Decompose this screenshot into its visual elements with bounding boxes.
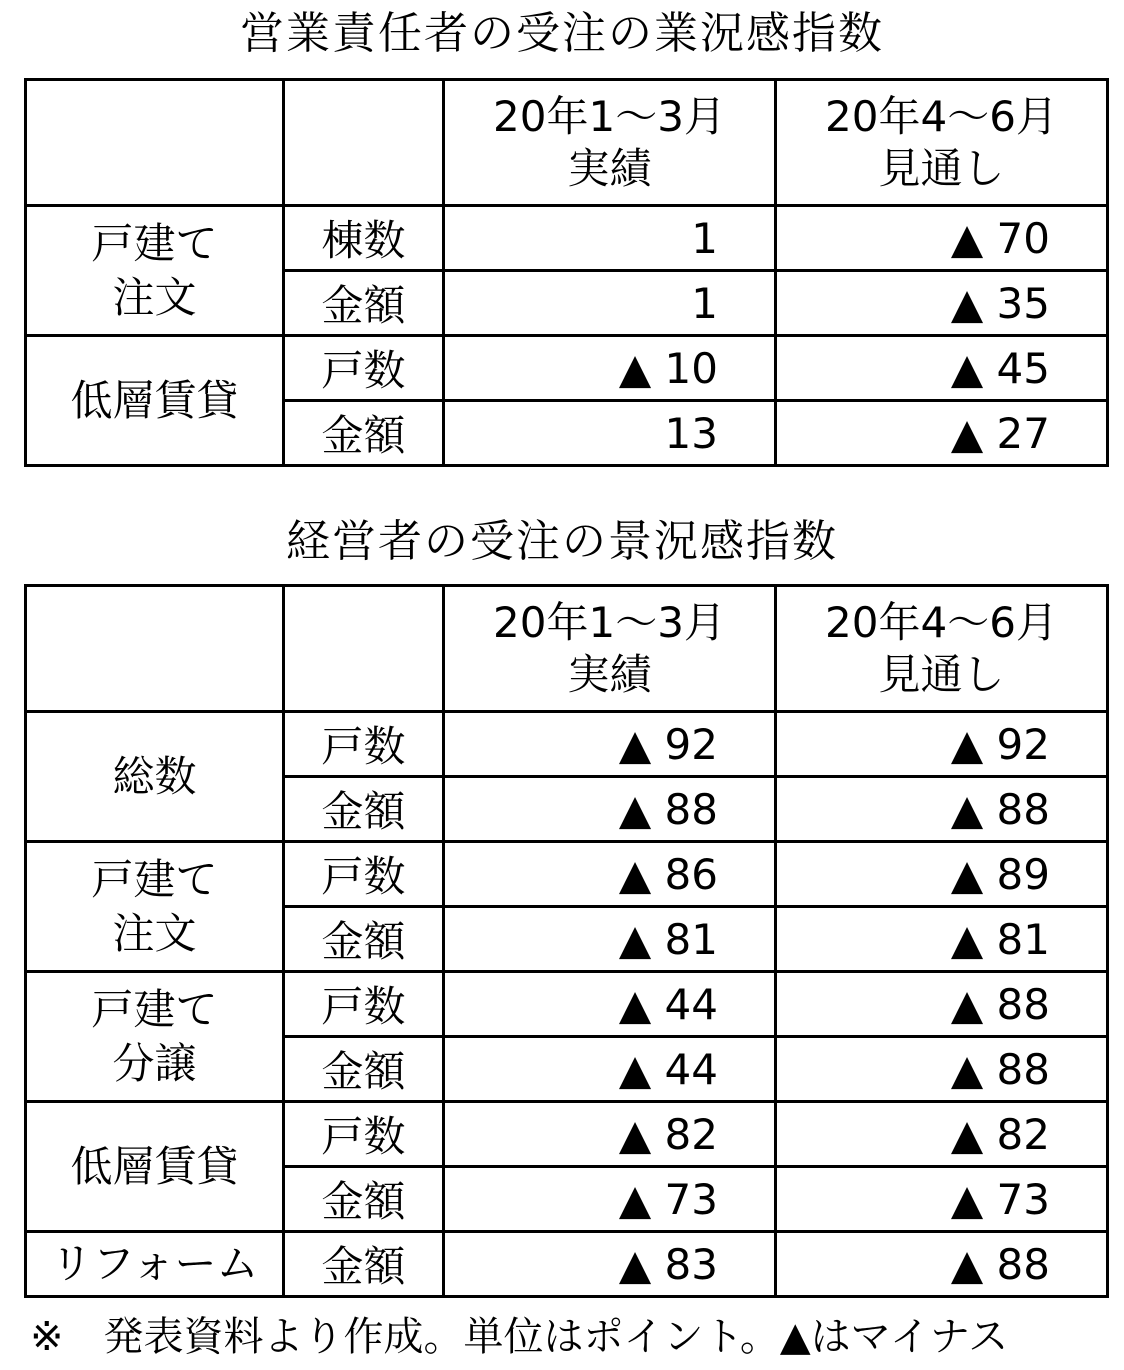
forecast-value: ▲ 81 xyxy=(776,907,1108,972)
header-blank-cell xyxy=(284,586,444,712)
header-forecast-label: 見通し xyxy=(878,143,1005,193)
actual-value: 1 xyxy=(444,206,776,271)
actual-value: ▲ 81 xyxy=(444,907,776,972)
forecast-value: ▲ 88 xyxy=(776,777,1108,842)
header-actual-label: 実績 xyxy=(567,649,652,699)
metric-cell: 戸数 xyxy=(284,842,444,907)
metric-cell: 戸数 xyxy=(284,336,444,401)
actual-value: ▲ 92 xyxy=(444,712,776,777)
table-row xyxy=(26,1232,1108,1297)
forecast-value: ▲ 88 xyxy=(776,1037,1108,1102)
metric-cell: 金額 xyxy=(284,907,444,972)
metric-cell: 金額 xyxy=(284,271,444,336)
actual-value: ▲ 83 xyxy=(444,1232,776,1297)
metric-cell: 棟数 xyxy=(284,206,444,271)
header-blank-cell xyxy=(26,586,284,712)
header-forecast-label: 見通し xyxy=(878,649,1005,699)
header-blank-cell xyxy=(284,80,444,206)
forecast-value: ▲ 45 xyxy=(776,336,1108,401)
forecast-value: ▲ 88 xyxy=(776,1232,1108,1297)
actual-value: 13 xyxy=(444,401,776,466)
table-row xyxy=(26,972,1108,1037)
group-label xyxy=(26,972,284,1102)
header-blank-cell xyxy=(26,80,284,206)
group-label-line: 注文 xyxy=(112,908,197,958)
metric-cell: 金額 xyxy=(284,1232,444,1297)
header-forecast xyxy=(776,586,1108,712)
group-label-line: 注文 xyxy=(112,272,197,322)
actual-value: 1 xyxy=(444,271,776,336)
actual-value: ▲ 73 xyxy=(444,1167,776,1232)
metric-cell: 金額 xyxy=(284,1167,444,1232)
forecast-value: ▲ 73 xyxy=(776,1167,1108,1232)
forecast-value: ▲ 70 xyxy=(776,206,1108,271)
header-forecast-period: 20年4～6月 xyxy=(825,91,1058,141)
group-label xyxy=(26,712,284,842)
header-forecast xyxy=(776,80,1108,206)
metric-cell: 金額 xyxy=(284,401,444,466)
header-actual-period: 20年1～3月 xyxy=(493,91,726,141)
actual-value: ▲ 86 xyxy=(444,842,776,907)
group-label-line: 戸建て xyxy=(91,854,218,904)
table2-title: 経営者の受注の景況感指数 xyxy=(286,516,838,567)
header-forecast-period: 20年4～6月 xyxy=(825,597,1058,647)
table-row xyxy=(26,842,1108,907)
actual-value: ▲ 10 xyxy=(444,336,776,401)
group-label-line: 低層賃貸 xyxy=(70,1141,239,1191)
metric-cell: 金額 xyxy=(284,777,444,842)
metric-cell: 金額 xyxy=(284,1037,444,1102)
metric-cell: 戸数 xyxy=(284,972,444,1037)
group-label xyxy=(26,336,284,466)
header-row xyxy=(26,586,1108,712)
table-row xyxy=(26,206,1108,271)
group-label-line: 戸建て xyxy=(91,218,218,268)
table-row xyxy=(26,1102,1108,1167)
executive-index-table xyxy=(24,584,1109,1298)
actual-value: ▲ 44 xyxy=(444,1037,776,1102)
group-label-line: 分譲 xyxy=(112,1038,197,1088)
group-label xyxy=(26,206,284,336)
forecast-value: ▲ 88 xyxy=(776,972,1108,1037)
forecast-value: ▲ 27 xyxy=(776,401,1108,466)
group-label-line: 低層賃貸 xyxy=(70,375,239,425)
header-actual xyxy=(444,586,776,712)
group-label xyxy=(26,1102,284,1232)
footnote: ※ 発表資料より作成。単位はポイント。▲はマイナス xyxy=(30,1314,1009,1360)
group-label-line: 戸建て xyxy=(91,984,218,1034)
actual-value: ▲ 44 xyxy=(444,972,776,1037)
header-actual-label: 実績 xyxy=(567,143,652,193)
forecast-value: ▲ 35 xyxy=(776,271,1108,336)
table-row xyxy=(26,712,1108,777)
forecast-value: ▲ 82 xyxy=(776,1102,1108,1167)
table1-title: 営業責任者の受注の業況感指数 xyxy=(240,8,884,59)
metric-cell: 戸数 xyxy=(284,1102,444,1167)
group-label xyxy=(26,1232,284,1297)
forecast-value: ▲ 92 xyxy=(776,712,1108,777)
forecast-value: ▲ 89 xyxy=(776,842,1108,907)
actual-value: ▲ 82 xyxy=(444,1102,776,1167)
sales-manager-index-table xyxy=(24,78,1109,467)
header-actual xyxy=(444,80,776,206)
header-row xyxy=(26,80,1108,206)
group-label xyxy=(26,842,284,972)
table-row xyxy=(26,336,1108,401)
actual-value: ▲ 88 xyxy=(444,777,776,842)
group-label-line: リフォーム xyxy=(50,1239,259,1288)
group-label-line: 総数 xyxy=(112,751,197,801)
metric-cell: 戸数 xyxy=(284,712,444,777)
header-actual-period: 20年1～3月 xyxy=(493,597,726,647)
